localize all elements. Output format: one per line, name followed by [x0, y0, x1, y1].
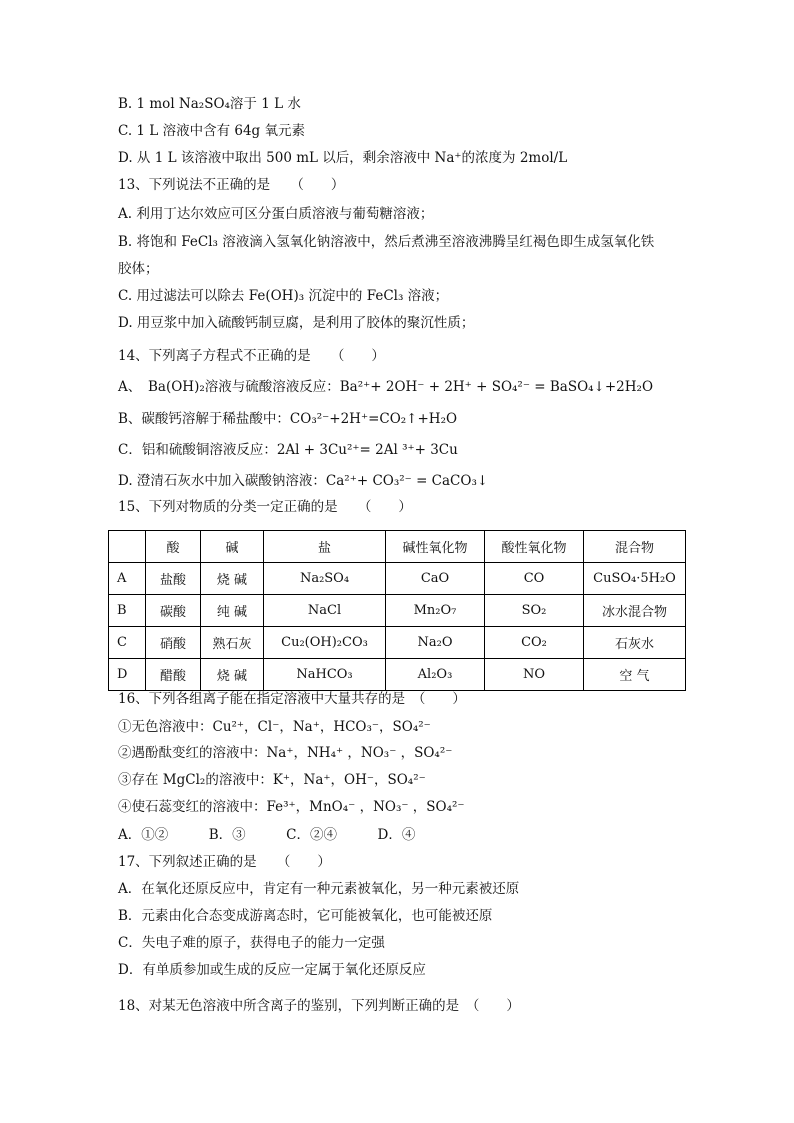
table-cell: 石灰水 [584, 627, 686, 659]
table-cell: Cu₂(OH)₂CO₃ [264, 627, 386, 659]
table-cell: 盐酸 [146, 563, 201, 595]
row-label: C [109, 627, 146, 659]
q16-item-2: ②遇酚酞变红的溶液中：Na⁺，NH₄⁺ ，NO₃⁻ ，SO₄²⁻ [118, 745, 453, 761]
table-cell: 醋酸 [146, 659, 201, 691]
table-cell: NaCl [264, 595, 386, 627]
table-cell: CO₂ [485, 627, 584, 659]
q18-stem: 18、对某无色溶液中所含离子的鉴别，下列判断正确的是 （ ） [118, 998, 520, 1014]
table-cell: 烧 碱 [201, 659, 264, 691]
q16-item-3: ③存在 MgCl₂的溶液中：K⁺，Na⁺，OH⁻，SO₄²⁻ [118, 772, 426, 788]
table-cell: Mn₂O₇ [386, 595, 485, 627]
q14-option-a: A、 Ba(OH)₂溶液与硫酸溶液反应：Ba²⁺+ 2OH⁻ + 2H⁺ + SO₄²⁻ = BaSO₄↓+2H₂O [118, 379, 654, 395]
table-cell: CuSO₄·5H₂O [584, 563, 686, 595]
table-header-cell: 碱性氧化物 [386, 531, 485, 563]
q13-option-a: A. 利用丁达尔效应可区分蛋白质溶液与葡萄糖溶液； [118, 206, 434, 222]
table-cell: 硝酸 [146, 627, 201, 659]
q14-option-d: D. 澄清石灰水中加入碳酸钠溶液：Ca²⁺+ CO₃²⁻ = CaCO₃↓ [118, 473, 489, 489]
q13-option-c: C. 用过滤法可以除去 Fe(OH)₃ 沉淀中的 FeCl₃ 溶液； [118, 288, 449, 304]
q16-item-1: ①无色溶液中：Cu²⁺，Cl⁻，Na⁺，HCO₃⁻，SO₄²⁻ [118, 719, 431, 735]
table-header-row [109, 531, 686, 563]
table-cell: 碳酸 [146, 595, 201, 627]
table-cell: 熟石灰 [201, 627, 264, 659]
q13-option-b-continuation: 胶体； [118, 261, 159, 277]
q13-option-b: B. 将饱和 FeCl₃ 溶液滴入氢氧化钠溶液中，然后煮沸至溶液沸腾呈红褐色即生成氢氧化铁 [118, 234, 655, 250]
q16-options: A．①② B．③ C．②④ D．④ [118, 827, 416, 843]
classification-table [108, 530, 686, 691]
table-header-cell: 碱 [201, 531, 264, 563]
q13-stem: 13、下列说法不正确的是 （ ） [118, 177, 345, 193]
q16-item-4: ④使石蕊变红的溶液中：Fe³⁺，MnO₄⁻ ，NO₃⁻ ，SO₄²⁻ [118, 799, 465, 815]
q17-stem: 17、下列叙述正确的是 （ ） [118, 854, 331, 870]
row-label: A [109, 563, 146, 595]
table-row [109, 659, 686, 691]
table-cell: NO [485, 659, 584, 691]
table-cell: Al₂O₃ [386, 659, 485, 691]
q14-stem: 14、下列离子方程式不正确的是 （ ） [118, 348, 385, 364]
table-cell: NaHCO₃ [264, 659, 386, 691]
row-label: D [109, 659, 146, 691]
q17-option-a: A．在氧化还原反应中，肯定有一种元素被氧化，另一种元素被还原 [118, 881, 520, 897]
table-cell: Na₂SO₄ [264, 563, 386, 595]
table-header-cell: 酸 [146, 531, 201, 563]
table-header-cell [109, 531, 146, 563]
table-row [109, 563, 686, 595]
row-label: B [109, 595, 146, 627]
table-cell: 空 气 [584, 659, 686, 691]
table-cell: SO₂ [485, 595, 584, 627]
q12-option-d: D. 从 1 L 该溶液中取出 500 mL 以后，剩余溶液中 Na⁺的浓度为 2mol/L [118, 150, 568, 166]
q17-option-c: C．失电子难的原子，获得电子的能力一定强 [118, 935, 385, 951]
q12-option-b: B. 1 mol Na₂SO₄溶于 1 L 水 [118, 96, 301, 112]
q14-option-c: C．铝和硫酸铜溶液反应：2Al + 3Cu²⁺= 2Al ³⁺+ 3Cu [118, 442, 458, 458]
q14-option-b: B、碳酸钙溶解于稀盐酸中：CO₃²⁻+2H⁺=CO₂↑+H₂O [118, 411, 458, 427]
table-cell: 纯 碱 [201, 595, 264, 627]
table-row [109, 595, 686, 627]
q17-option-d: D．有单质参加或生成的反应一定属于氧化还原反应 [118, 962, 426, 978]
q13-option-d: D. 用豆浆中加入硫酸钙制豆腐，是利用了胶体的聚沉性质； [118, 315, 475, 331]
table-header-cell: 盐 [264, 531, 386, 563]
table-header-cell: 混合物 [584, 531, 686, 563]
table-row [109, 627, 686, 659]
table-header-cell: 酸性氧化物 [485, 531, 584, 563]
q12-option-c: C. 1 L 溶液中含有 64g 氧元素 [118, 123, 305, 139]
table-cell: CaO [386, 563, 485, 595]
table-cell: CO [485, 563, 584, 595]
q15-stem: 15、下列对物质的分类一定正确的是 （ ） [118, 499, 412, 515]
q16-stem: 16、下列各组离子能在指定溶液中大量共存的是 （ ） [118, 691, 466, 707]
table-cell: 烧 碱 [201, 563, 264, 595]
table-cell: Na₂O [386, 627, 485, 659]
q17-option-b: B．元素由化合态变成游离态时，它可能被氧化，也可能被还原 [118, 908, 493, 924]
table-cell: 冰水混合物 [584, 595, 686, 627]
